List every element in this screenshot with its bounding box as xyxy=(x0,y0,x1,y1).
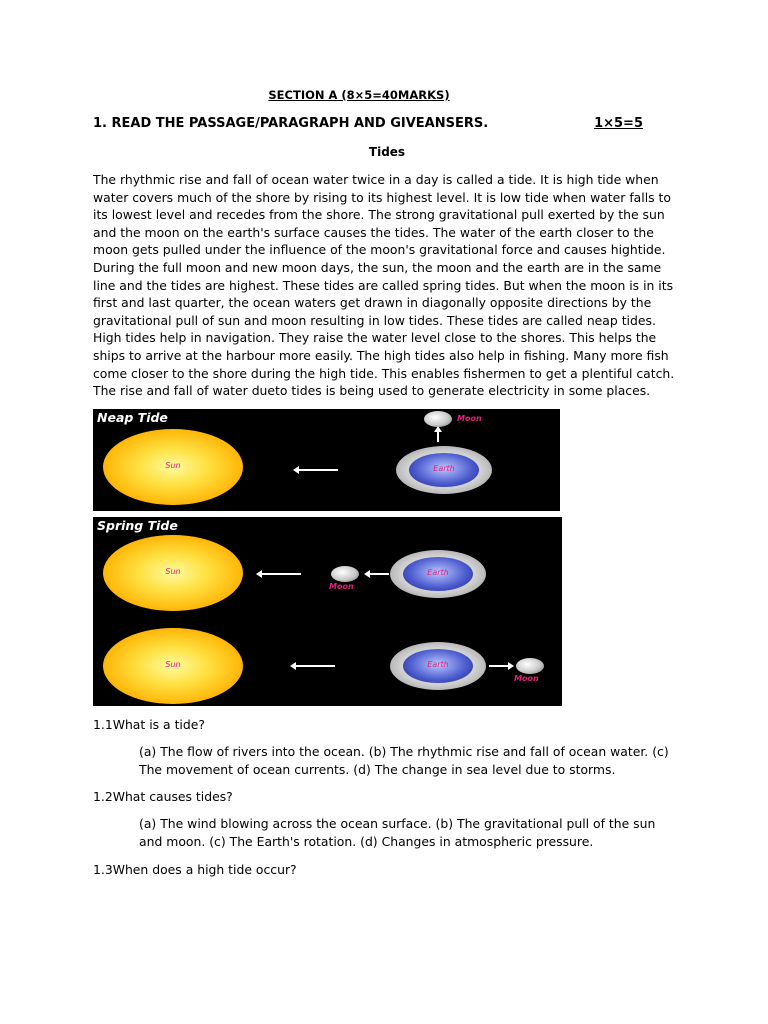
spring-tide-label: Spring Tide xyxy=(97,518,178,533)
spring-tide-figure xyxy=(93,517,562,706)
earth-label: Earth xyxy=(427,568,449,577)
earth-image xyxy=(390,550,486,598)
arrow-left-icon xyxy=(298,469,338,471)
arrow-left-icon xyxy=(295,665,335,667)
question-heading xyxy=(93,116,643,131)
question-1-2-options: (a) The wind blowing across the ocean surface. (b) The gravitational pull of the sun and moon. (c) The Earth's rotation. (d) Changes in atmospheric pressure. xyxy=(139,816,656,849)
passage-title: Tides xyxy=(368,145,406,159)
earth-image xyxy=(396,446,492,494)
moon-image xyxy=(331,566,359,582)
question-1-3: 1.3When does a high tide occur? xyxy=(93,862,297,877)
earth-label: Earth xyxy=(427,660,449,669)
question-1-1: 1.1What is a tide? xyxy=(93,717,205,732)
arrow-left-icon xyxy=(369,573,389,575)
section-title: SECTION A (8×5=40MARKS) xyxy=(268,88,450,102)
moon-label: Moon xyxy=(329,582,354,591)
question-1-2: 1.2What causes tides? xyxy=(93,789,233,804)
neap-tide-label: Neap Tide xyxy=(97,410,168,425)
moon-image xyxy=(424,411,452,427)
sun-image xyxy=(103,628,243,704)
arrow-right-icon xyxy=(489,665,509,667)
neap-tide-figure xyxy=(93,409,560,511)
arrow-left-icon xyxy=(261,573,301,575)
moon-label: Moon xyxy=(514,674,539,683)
question-1-1-options: (a) The flow of rivers into the ocean. (b) The rhythmic rise and fall of ocean water. (c) The movement of ocean currents. (d) The change in sea level due to storms. xyxy=(139,744,669,777)
question-marks: 1×5=5 xyxy=(594,116,643,131)
arrow-up-icon xyxy=(437,431,439,442)
question-heading-text: 1. READ THE PASSAGE/PARAGRAPH AND GIVEANSERS. xyxy=(93,116,489,131)
sun-image xyxy=(103,535,243,611)
earth-label: Earth xyxy=(433,464,455,473)
sun-label: Sun xyxy=(165,461,181,470)
moon-image xyxy=(516,658,544,674)
moon-label: Moon xyxy=(457,414,482,423)
sun-image xyxy=(103,429,243,505)
passage-text: The rhythmic rise and fall of ocean water twice in a day is called a tide. It is high tide when water covers much of the shore by rising to its highest level. It is low tide when water falls to its lowest level and recedes from the shore. The strong gravitational pull exerted by the sun and the moon on the earth's surface causes the tides. The water of the earth closer to the moon gets pulled under the influence of the moon's gravitational force and causes hightide. During the full moon and new moon days, the sun, the moon and the earth are in the same line and the tides are highest. These tides are called spring tides. But when the moon is in its first and last quarter, the ocean waters get drawn in diagonally opposite directions by the gravitational pull of sun and moon resulting in low tides. These tides are called neap tides. High tides help in navigation. They raise the water level close to the shores. This helps the ships to arrive at the harbour more easily. The high tides also help in fishing. Many more fish come closer to the shore during the high tide. This enables fishermen to get a plentiful catch. The rise and fall of water dueto tides is being used to generate electricity in some places. xyxy=(93,172,675,399)
earth-image xyxy=(390,642,486,690)
sun-label: Sun xyxy=(165,660,181,669)
sun-label: Sun xyxy=(165,567,181,576)
